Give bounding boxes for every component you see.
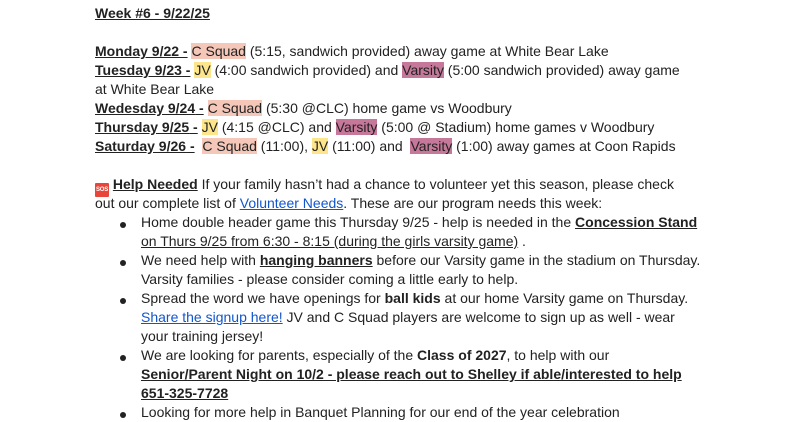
- saturday-details: (1:00) away games at Coon Rapids: [452, 138, 676, 154]
- monday-day: Monday 9/22: [95, 43, 180, 59]
- schedule-monday: Monday 9/22 - C Squad (5:15, sandwich provided) away game at White Bear Lake: [95, 43, 609, 59]
- saturday-varsity: Varsity: [410, 138, 453, 154]
- tuesday-varsity: Varsity: [402, 62, 444, 78]
- concession-stand-label: Concession Stand: [575, 214, 698, 230]
- ball-kids-text-3: JV and C Squad players are welcome to sign up as well - wear: [282, 309, 675, 325]
- schedule-thursday: Thursday 9/25 - JV (4:15 @CLC) and Varsity (5:00 @ Stadium) home games v Woodbury: [95, 119, 655, 135]
- concession-time: on Thurs 9/25 from 6:30 - 8:15 (during the girls varsity game): [141, 233, 519, 249]
- tuesday-jv-details: (4:00 sandwich provided) and: [210, 62, 403, 78]
- signup-link[interactable]: Share the signup here!: [141, 309, 283, 325]
- senior-night-line2: Senior/Parent Night on 10/2 - please reach out to Shelley if able/interested to help: [141, 366, 682, 382]
- tuesday-details-continued: at White Bear Lake: [95, 81, 215, 97]
- sos-icon: SOS: [95, 183, 109, 197]
- bullet-banners: [141, 251, 700, 270]
- bullet-concession: [141, 213, 697, 232]
- ball-kids-line2: [141, 308, 675, 327]
- monday-details: (5:15, sandwich provided) away game at White Bear Lake: [245, 43, 609, 59]
- help-intro-text-2: out our complete list of: [95, 195, 240, 211]
- banners-text-2: before our Varsity game in the stadium on Thursday.: [372, 252, 701, 268]
- schedule-saturday: Saturday 9/26 - C Squad (11:00), JV (11:00) and Varsity (1:00) away games at Coon Rapids: [95, 138, 676, 154]
- banners-text: We need help with: [141, 252, 260, 268]
- thursday-varsity: Varsity: [335, 119, 378, 135]
- banners-line2: Varsity families - please consider coming a little early to help.: [141, 271, 519, 287]
- wednesday-c-squad: C Squad: [207, 100, 263, 116]
- bullet-ball-kids: [141, 289, 688, 308]
- schedule-tuesday: Tuesday 9/23 - JV (4:00 sandwich provided) and Varsity (5:00 sandwich provided) away game: [95, 62, 680, 78]
- bullet-dot: [120, 355, 126, 361]
- help-needed-heading: Help Needed: [112, 176, 198, 192]
- class-of-2027-label: Class of 2027: [417, 347, 507, 363]
- ball-kids-line3: your training jersey!: [141, 328, 264, 344]
- tuesday-day: Tuesday 9/23: [95, 62, 182, 78]
- thursday-day: Thursday 9/25: [95, 119, 190, 135]
- saturday-day: Saturday 9/26: [95, 138, 187, 154]
- concession-end: .: [518, 233, 526, 249]
- senior-night-text-2: , to help with our: [506, 347, 610, 363]
- monday-c-squad: C Squad: [191, 43, 246, 59]
- ball-kids-text: Spread the word we have openings for: [141, 290, 385, 306]
- wednesday-day: Wedesday 9/24: [95, 100, 196, 116]
- hanging-banners-label: hanging banners: [259, 252, 373, 268]
- concession-line2: [141, 232, 526, 251]
- bullet-senior-night: [141, 346, 609, 365]
- schedule-wednesday: Wedesday 9/24 - C Squad (5:30 @CLC) home game vs Woodbury: [95, 100, 512, 116]
- bullet-dot: [120, 412, 126, 418]
- help-intro-line2: [95, 194, 602, 213]
- saturday-jv-details: (11:00) and: [328, 138, 407, 154]
- thursday-details: (5:00 @ Stadium) home games v Woodbury: [377, 119, 655, 135]
- concession-text: Home double header game this Thursday 9/25 - help is needed in the: [141, 214, 576, 230]
- saturday-jv: JV: [311, 138, 329, 154]
- help-intro-text-3: . These are our program needs this week:: [343, 195, 603, 211]
- tuesday-jv: JV: [194, 62, 211, 78]
- wednesday-details: (5:30 @CLC) home game vs Woodbury: [262, 100, 512, 116]
- week-heading: Week #6 - 9/22/25: [95, 5, 210, 21]
- saturday-c-details: (11:00),: [256, 138, 312, 154]
- bullet-banquet: Looking for more help in Banquet Planning for our end of the year celebration: [141, 404, 620, 420]
- ball-kids-text-2: at our home Varsity game on Thursday.: [440, 290, 689, 306]
- senior-night-phone: 651-325-7728: [141, 385, 229, 401]
- tuesday-details: (5:00 sandwich provided) away game: [443, 62, 680, 78]
- bullet-dot: [120, 222, 126, 228]
- thursday-jv-details: (4:15 @CLC) and: [217, 119, 336, 135]
- bullet-dot: [120, 298, 126, 304]
- senior-night-text: We are looking for parents, especially of the: [141, 347, 418, 363]
- volunteer-needs-link[interactable]: Volunteer Needs: [239, 195, 344, 211]
- bullet-dot: [120, 260, 126, 266]
- ball-kids-label: ball kids: [384, 290, 441, 306]
- thursday-jv: JV: [201, 119, 218, 135]
- help-intro-text: If your family hasn’t had a chance to volunteer yet this season, please check: [197, 176, 674, 192]
- saturday-c-squad: C Squad: [202, 138, 257, 154]
